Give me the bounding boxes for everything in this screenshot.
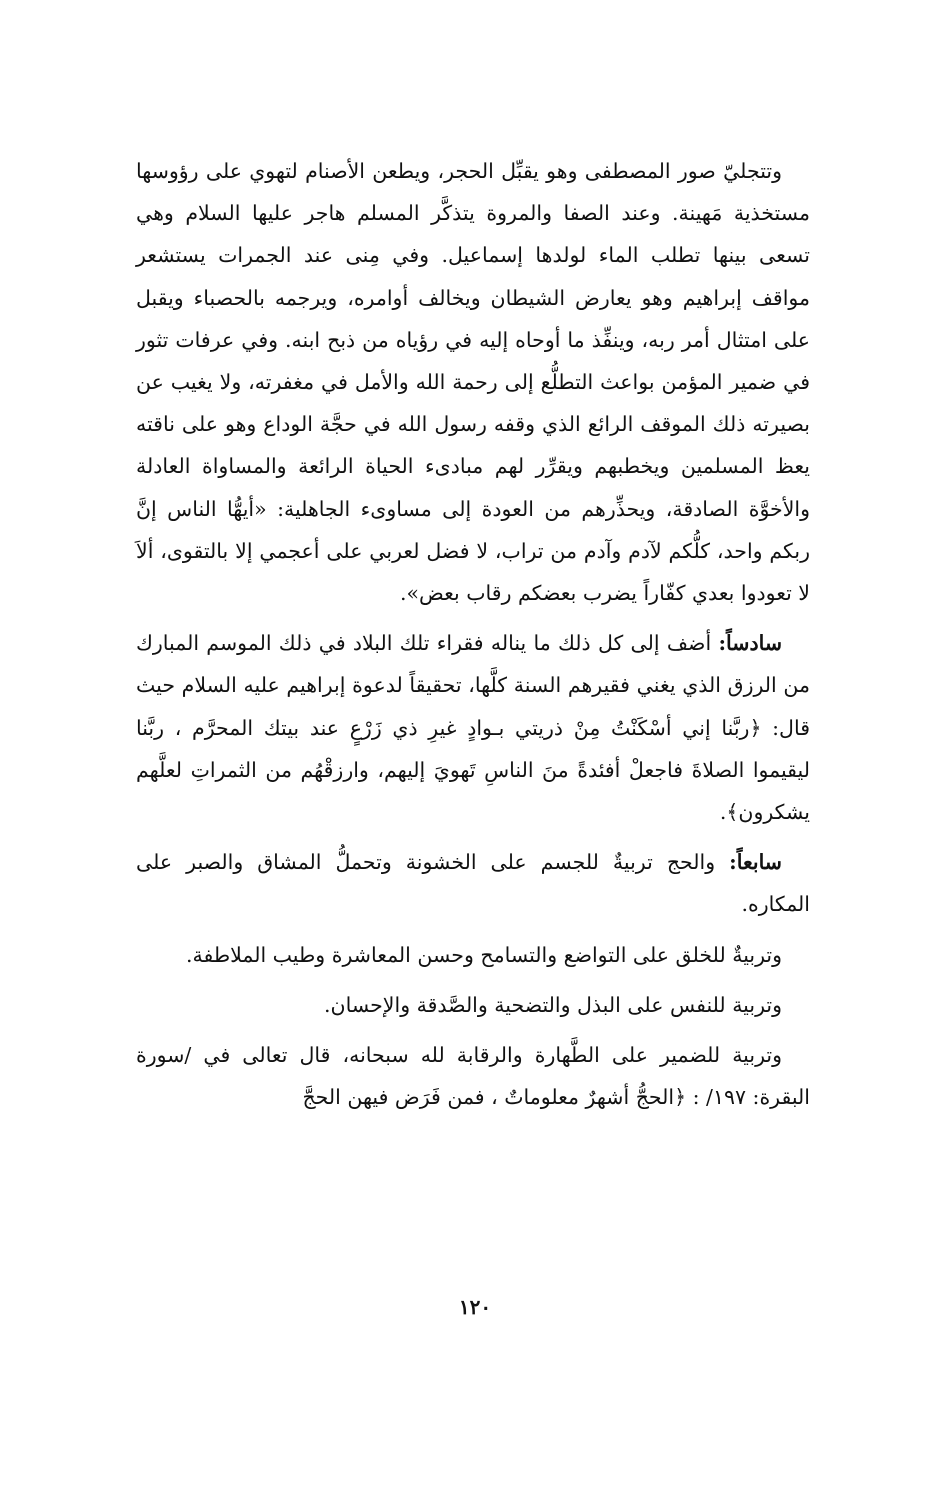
paragraph-sixth bbox=[136, 622, 810, 833]
paragraph-seventh bbox=[136, 841, 810, 925]
page-body bbox=[136, 150, 810, 1118]
page-number: ١٢٠ bbox=[458, 1295, 492, 1319]
paragraph-hajj-scenes bbox=[136, 150, 810, 614]
paragraph-character bbox=[136, 934, 810, 976]
paragraph-text: وتتجليّ صور المصطفى وهو يقبِّل الحجر، ويطعن الأصنام لتهوي على رؤوسها مستخذية مَهينة. وعند الصفا والمروة يتذكَّر المسلم هاجر عليها السلام وهي تسعى بينها تطلب الماء لولدها إسماعيل. وفي مِنى عند الجمرات يستشعر مواقف إبراهيم وهو يعارض الشيطان ويخالف أوامره، ويرجمه بالحصباء ويقبل على امتثال أمر ربه، وينفِّذ ما أوحاه إليه في رؤياه من ذبح ابنه. وفي عرفات تثور في ضمير المؤمن بواعث التطلُّع إلى رحمة الله والأمل في مغفرته، ولا يغيب عن بصيرته ذلك الموقف الرائع الذي وقفه رسول الله في حجَّة الوداع وهو على ناقته يعظ المسلمين ويخطبهم ويقرِّر لهم مبادىء الحياة الرائعة والمساواة العادلة والأخوَّة الصادقة، ويحذِّرهم من العودة إلى مساوىء الجاهلية: «أيهُّا الناس إنَّ ربكم واحد، كلُّكم لآدم وآدم من تراب، لا فضل لعربي على أعجمي إلا بالتقوى، ألاَ لا تعودوا بعدي كفّاراً يضرب بعضكم رقاب بعض». bbox=[136, 159, 810, 606]
paragraph-lead: سادساً: bbox=[718, 631, 782, 656]
paragraph-lead: سابعاً: bbox=[729, 850, 782, 875]
paragraph-text: والحج تربيةٌ للجسم على الخشونة وتحملُّ المشاق والصبر على المكاره. bbox=[136, 850, 810, 917]
paragraph-soul bbox=[136, 984, 810, 1026]
paragraph-text: وتربية للضمير على الطَّهارة والرقابة لله سبحانه، قال تعالى في /سورة البقرة: ١٩٧/ : ﴿الحجُّ أشهرٌ معلوماتٌ ، فمن فَرَض فيهن الحجَّ bbox=[136, 1043, 810, 1110]
paragraph-conscience bbox=[136, 1034, 810, 1118]
paragraph-text: أضف إلى كل ذلك ما يناله فقراء تلك البلاد في ذلك الموسم المبارك من الرزق الذي يغني فقيرهم السنة كلَّها، تحقيقاً لدعوة إبراهيم عليه السلام حيث قال: ﴿ربَّنا إني أسْكَنْتُ مِنْ ذريتي بـوادٍ غيرِ ذي زَرْعٍ عند بيتك المحرَّم ، ربَّنا ليقيموا الصلاةَ فاجعلْ أفئدةً منَ الناسِ تَهويَ إليهم، وارزقْهُم من الثمراتِ لعلَّهم يشكرون﴾. bbox=[136, 631, 810, 825]
paragraph-text: وتربية للنفس على البذل والتضحية والصَّدقة والإحسان. bbox=[324, 992, 782, 1017]
paragraph-text: وتربيةٌ للخلق على التواضع والتسامح وحسن المعاشرة وطيب الملاطفة. bbox=[185, 942, 782, 967]
